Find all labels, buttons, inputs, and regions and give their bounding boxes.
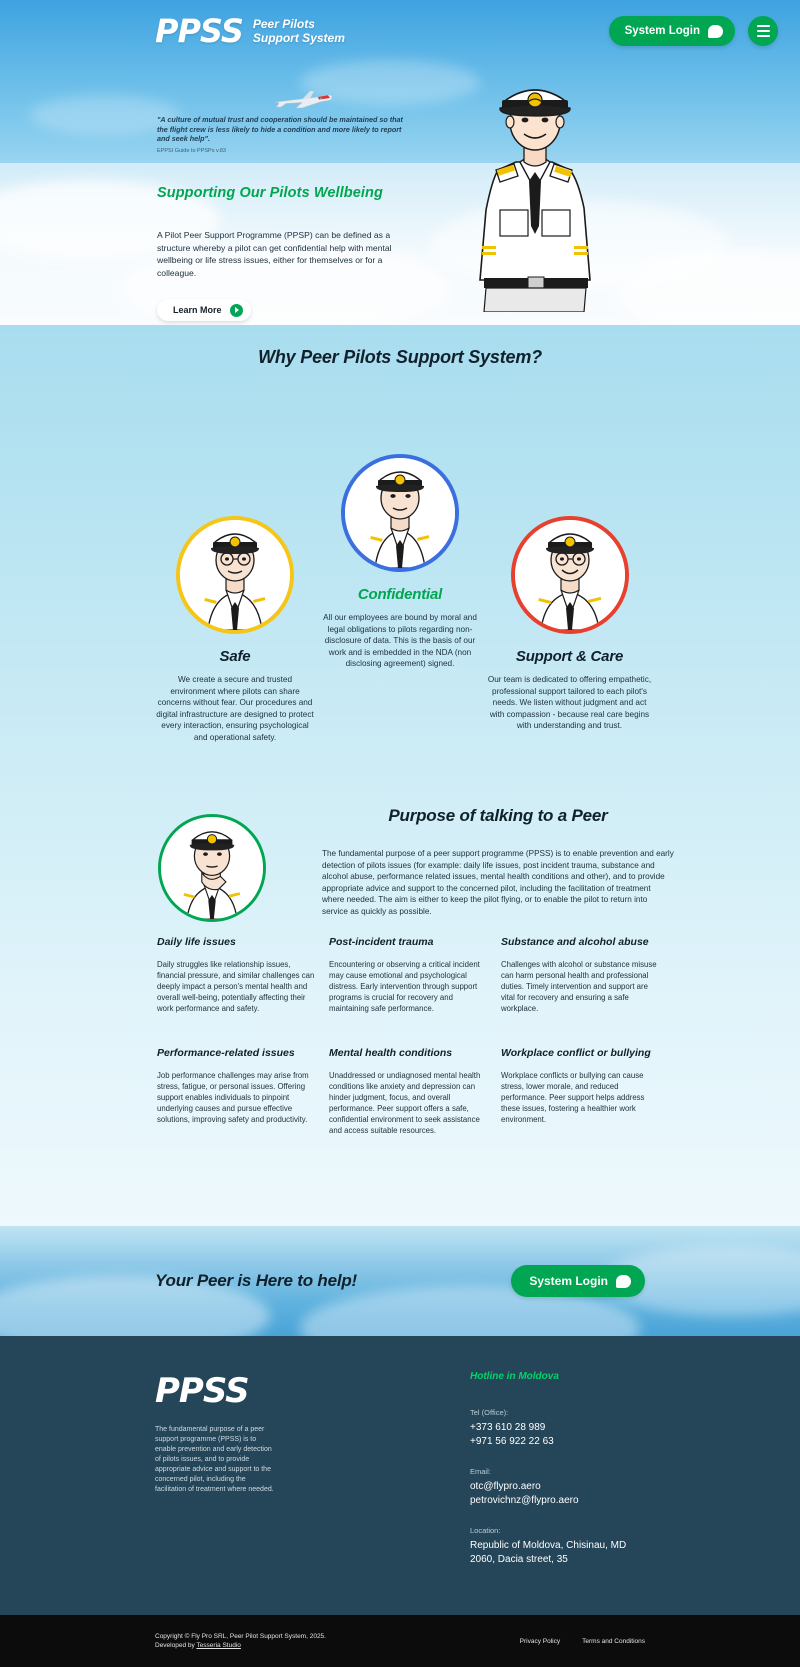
topic-title: Post-incident trauma	[329, 936, 434, 948]
brand-tagline-line1: Peer Pilots	[252, 17, 315, 31]
topic-title: Performance-related issues	[157, 1047, 295, 1059]
avatar	[341, 454, 459, 572]
topic-item	[157, 1047, 317, 1136]
play-icon	[230, 304, 243, 317]
top-navigation	[0, 0, 800, 62]
footer-location-label: Location:	[470, 1526, 501, 1535]
card-safe	[155, 516, 315, 743]
chat-icon	[708, 25, 723, 38]
learn-more-button[interactable]	[157, 299, 251, 321]
avatar	[511, 516, 629, 634]
brand[interactable]	[155, 12, 345, 50]
footer-contact-column	[470, 1371, 645, 1585]
cta-inner	[0, 1226, 800, 1336]
hero-quote	[157, 115, 407, 156]
footer-email-1[interactable]: otc@flypro.aero	[470, 1481, 541, 1492]
pilot-hero-illustration	[440, 50, 630, 317]
footer-tel-2[interactable]: +971 56 922 22 63	[470, 1436, 554, 1447]
hero-body: A Pilot Peer Support Programme (PPSP) can be defined as a structure whereby a pilot can get confidential help with mental wellbeing or life stress issues, either for themselves or for a colleague.	[157, 230, 392, 278]
topic-item	[329, 1047, 489, 1136]
topic-title: Substance and alcohol abuse	[501, 936, 649, 948]
card-body: All our employees are bound by moral and legal obligations to pilots regarding non-disclosure of data. This is the basis of our work and is embedded in the NDA (non disclosing agreement) signed.	[323, 613, 477, 668]
burger-line	[757, 35, 770, 37]
topic-body: Unaddressed or undiagnosed mental health conditions like anxiety and depression can hinder judgment, focus, and overall performance. Peer support offers a safe, confidential environment to seek assistance and access suitable resources.	[329, 1071, 481, 1135]
topic-item	[157, 936, 317, 1014]
legal-links	[520, 1638, 645, 1645]
hero-heading: Supporting Our Pilots Wellbeing	[157, 185, 383, 201]
why-section	[0, 325, 800, 1226]
system-login-label: System Login	[624, 25, 700, 37]
footer-location-block	[470, 1526, 645, 1567]
terms-conditions-link[interactable]: Terms and Conditions	[582, 1637, 645, 1645]
developed-by-label: Developed by	[155, 1642, 197, 1649]
footer-brand-column	[155, 1371, 330, 1585]
airplane-icon	[272, 86, 334, 117]
footer-email-label: Email:	[470, 1467, 491, 1476]
footer-tel-label: Tel (Office):	[470, 1408, 509, 1417]
nav-actions	[609, 16, 778, 46]
avatar	[158, 814, 266, 922]
card-title: Safe	[219, 648, 251, 665]
burger-line	[757, 30, 770, 32]
topic-title: Mental health conditions	[329, 1047, 453, 1059]
footer	[0, 1336, 800, 1615]
card-title: Support & Care	[515, 648, 624, 665]
copyright-line2	[155, 1641, 326, 1651]
footer-logo: PPSS	[155, 1371, 249, 1411]
topic-item	[501, 936, 661, 1014]
footer-email-block	[470, 1467, 645, 1508]
purpose-heading: Purpose of talking to a Peer	[388, 806, 608, 825]
system-login-button[interactable]	[609, 16, 735, 46]
copyright-line1: Copyright © Fly Pro SRL, Peer Pilot Support System, 2025.	[155, 1632, 326, 1640]
developer-link[interactable]: Tesseria Studio	[196, 1642, 241, 1649]
cta-login-label: System Login	[529, 1274, 608, 1288]
footer-location-value: Republic of Moldova, Chisinau, MD 2060, Dacia street, 35	[470, 1540, 627, 1565]
footer-about: The fundamental purpose of a peer support programme (PPSS) is to enable prevention and early detection of pilots issues, and to provide appropriate advice and support to the concerned pilot, including the facilitation of treatment where needed.	[155, 1426, 274, 1493]
footer-hotline-heading: Hotline in Moldova	[470, 1371, 559, 1382]
hero-section	[0, 0, 800, 325]
cta-system-login-button[interactable]	[511, 1265, 645, 1297]
topic-body: Daily struggles like relationship issues, financial pressure, and similar challenges can deeply impact a person's mental health and overall well-being, potentially affecting their work performance and safety.	[157, 960, 315, 1013]
purpose-intro: The fundamental purpose of a peer support programme (PPSS) is to enable prevention and early detection of pilots issues (for example: daily life issues, post incident trauma, substance and alcohol abuse, performance related issues, mental health conditions and other), and to provide appropriate advice and support to the concerned pilot, including the facilitation of treatment where needed. The aim is either to keep the pilot flying, or to enable the pilot to return into service as quickly as possible.	[322, 849, 674, 916]
purpose-header	[322, 806, 674, 918]
footer-tel-1[interactable]: +373 610 28 989	[470, 1422, 546, 1433]
card-title: Confidential	[357, 586, 443, 603]
why-heading: Why Peer Pilots Support System?	[258, 347, 542, 367]
hero-copy	[157, 185, 407, 321]
brand-tagline	[253, 17, 345, 45]
card-body: We create a secure and trusted environment where pilots can share concerns without fear. Our procedures and digital infrastructure are designed to protect every interaction, ensuring psychological and operational safety.	[156, 675, 314, 742]
topic-item	[329, 936, 489, 1014]
privacy-policy-link[interactable]: Privacy Policy	[519, 1637, 561, 1645]
hamburger-menu-icon[interactable]	[748, 16, 778, 46]
purpose-section	[0, 806, 800, 1186]
topic-body: Challenges with alcohol or substance misuse can harm personal health and professional duties. Timely intervention and support are vital for recovery and ensuring a safe workplace.	[501, 960, 657, 1013]
card-confidential	[315, 454, 485, 670]
topic-body: Job performance challenges may arise from stress, fatigue, or personal issues. Offering support enables individuals to pinpoint underlying causes and pursue effective solutions, improving safety and productivity.	[157, 1071, 309, 1124]
purpose-topics	[157, 936, 677, 1136]
topic-title: Workplace conflict or bullying	[501, 1047, 651, 1059]
cta-heading: Your Peer is Here to help!	[155, 1271, 358, 1290]
hero-quote-source: EPPSI Guide to PPSPs v.83	[157, 147, 226, 154]
burger-line	[757, 25, 770, 27]
topic-title: Daily life issues	[157, 936, 236, 948]
copyright-bar	[0, 1615, 800, 1667]
topic-body: Encountering or observing a critical incident may cause emotional and psychological distress. Early intervention through support programs is crucial for recovery and maintaining safe performance.	[329, 960, 480, 1013]
footer-phone-block	[470, 1408, 645, 1449]
brand-tagline-line2: Support System	[252, 31, 345, 45]
chat-icon	[616, 1275, 631, 1288]
card-support-care	[487, 516, 652, 732]
cta-section	[0, 1226, 800, 1336]
copyright-text	[155, 1632, 326, 1651]
card-body: Our team is dedicated to offering empathetic, professional support tailored to each pilot's needs. We listen without judgment and act with compassion - because real care begins with understanding and trust.	[487, 675, 652, 730]
hero-quote-text: "A culture of mutual trust and cooperation should be maintained so that the flight crew is less likely to hide a condition and more likely to report and seek help".	[157, 115, 403, 143]
topic-item	[501, 1047, 661, 1136]
why-cards	[0, 396, 800, 806]
brand-logo: PPSS	[155, 12, 243, 50]
learn-more-label: Learn More	[173, 305, 222, 315]
footer-email-2[interactable]: petrovichnz@flypro.aero	[470, 1495, 579, 1506]
topic-body: Workplace conflicts or bullying can cause stress, lower morale, and reduced performance. Peer support helps address these issues, fostering a healthier work environment.	[501, 1071, 645, 1124]
avatar	[176, 516, 294, 634]
